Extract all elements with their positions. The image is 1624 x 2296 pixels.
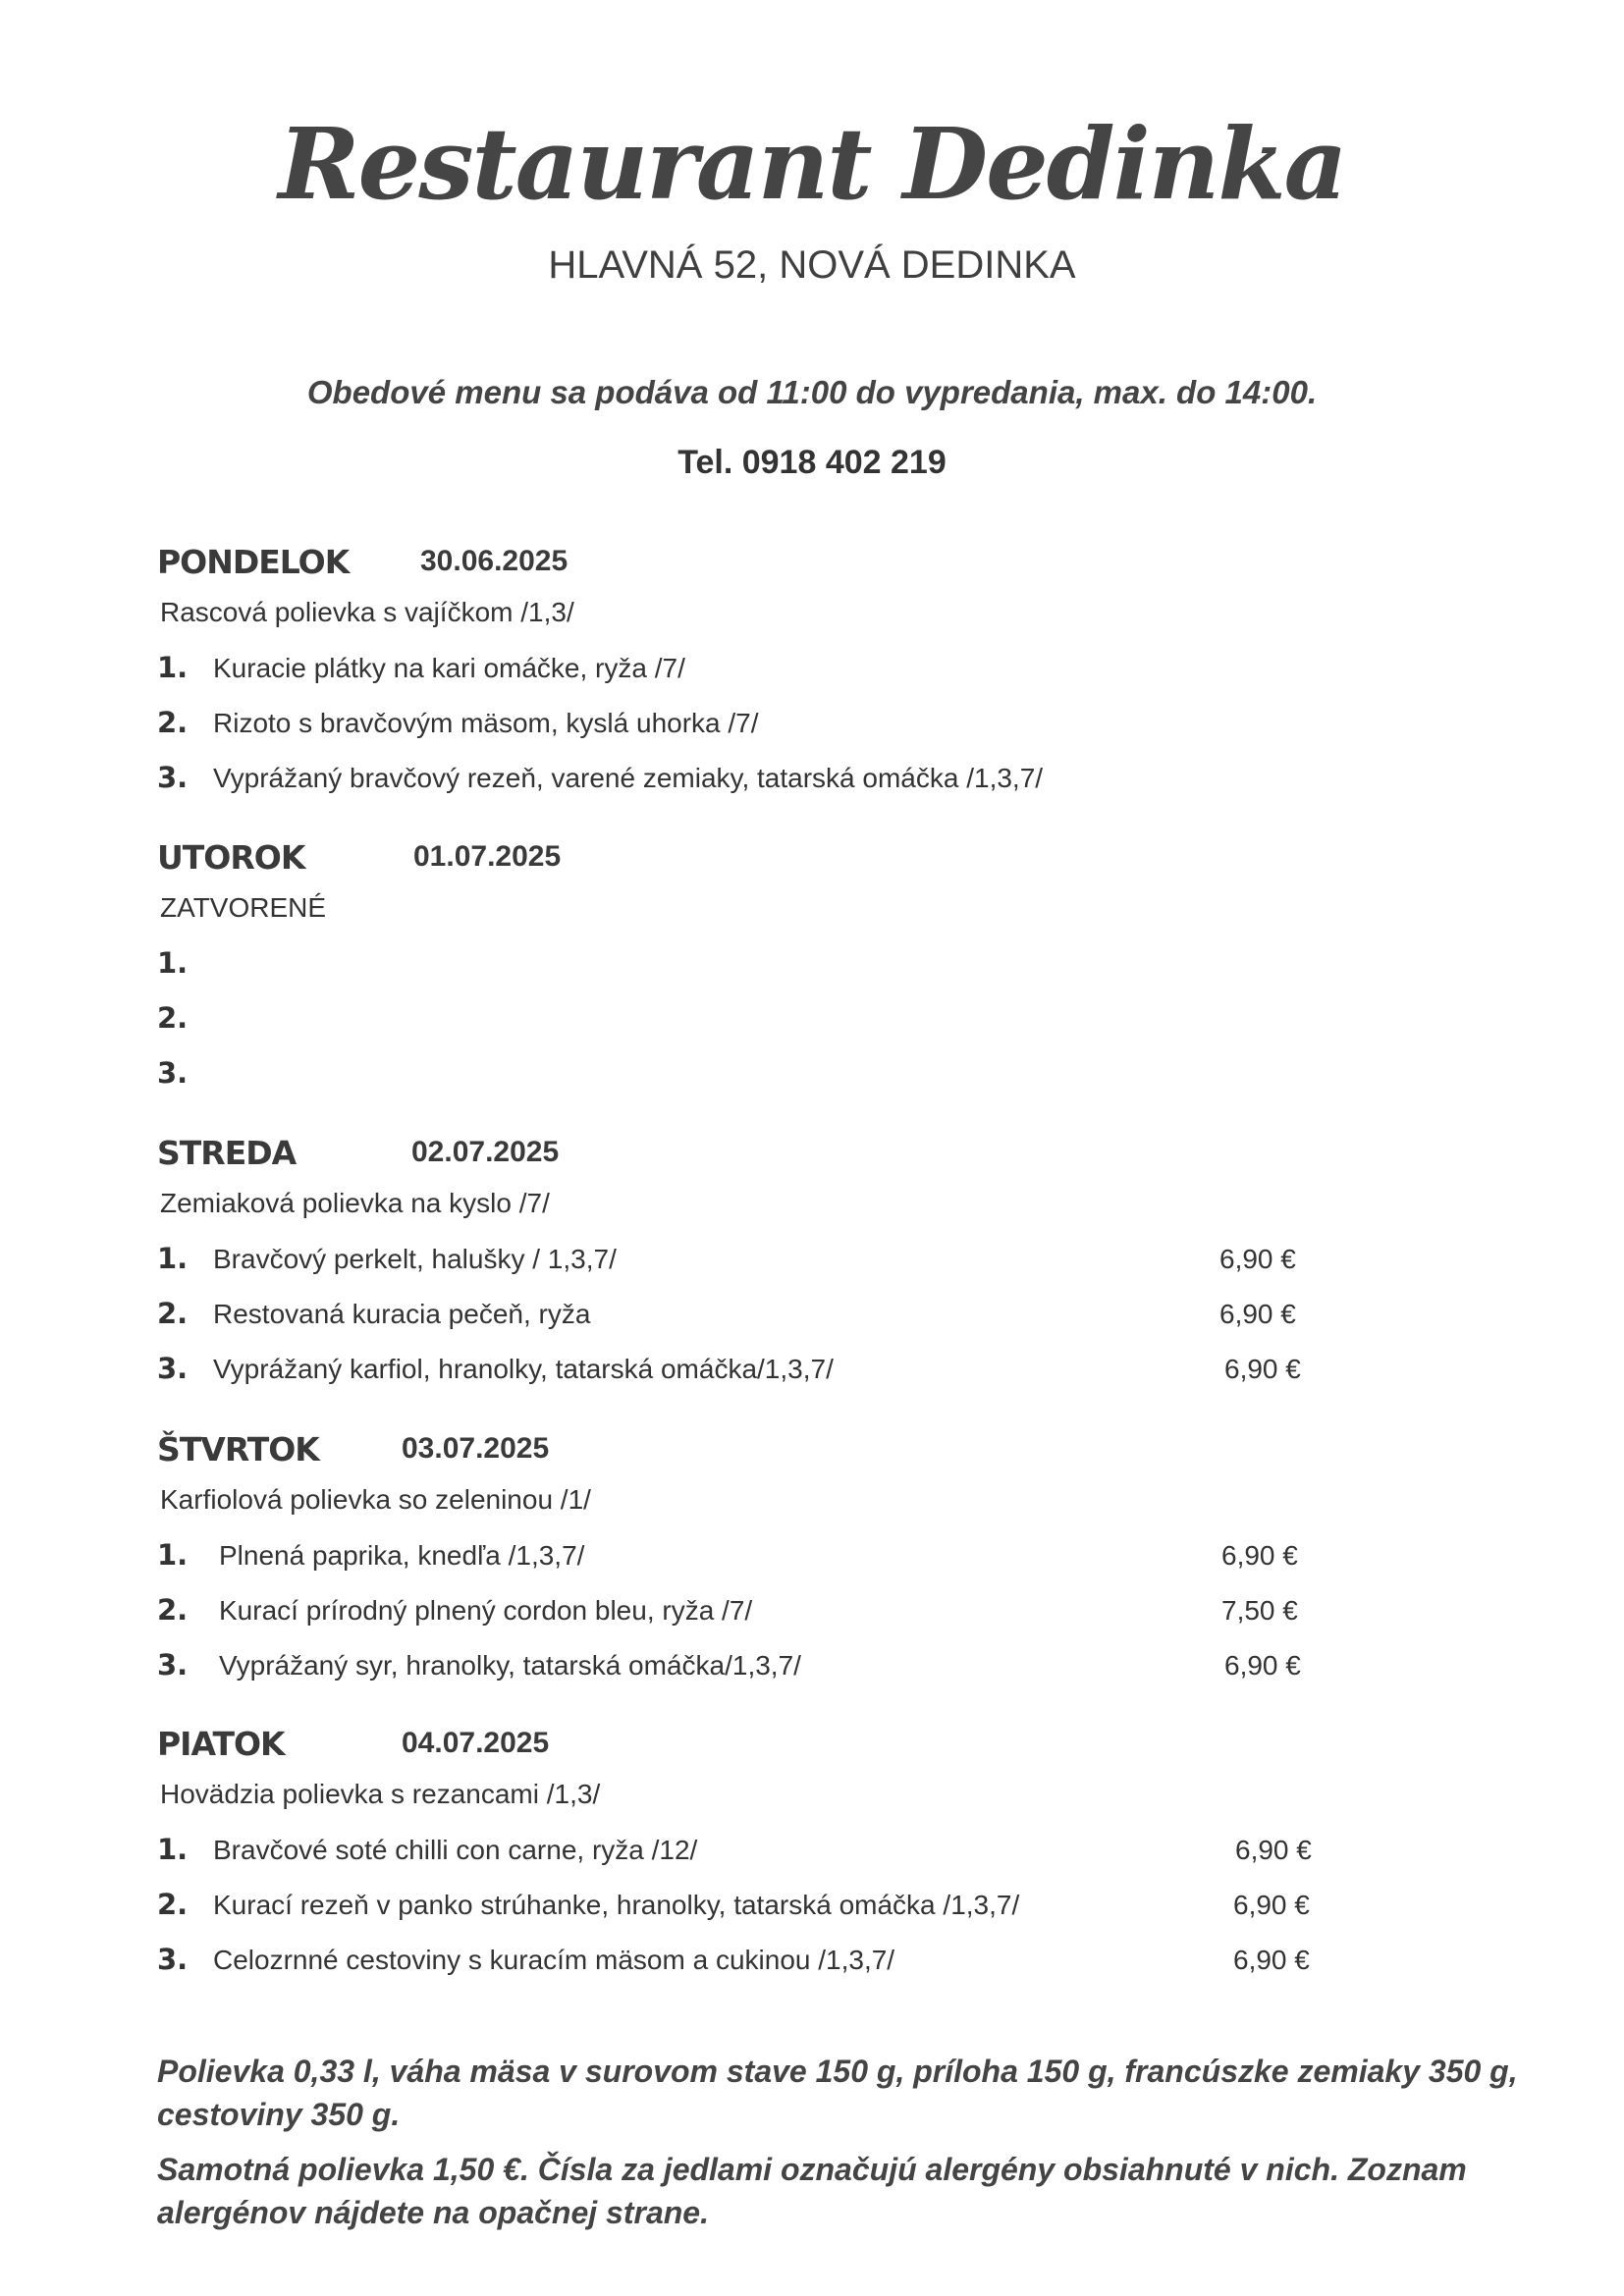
item-number: 3.: [157, 1943, 189, 1976]
item-dish: Plnená paprika, knedľa /1,3,7/: [219, 1540, 585, 1571]
item-number: 2.: [157, 1297, 189, 1330]
item-price: 6,90 €: [1235, 1835, 1312, 1865]
item-dish: Kurací prírodný plnený cordon bleu, ryža /7/: [219, 1595, 753, 1626]
menu-item: [157, 1833, 1335, 1872]
day-date: 04.07.2025: [402, 1727, 550, 1759]
soup-of-day: Hovädzia polievka s rezancami /1,3/: [160, 1779, 601, 1809]
item-dish: Rizoto s bravčovým mäsom, kyslá uhorka /7/: [213, 708, 759, 738]
item-number: 3.: [157, 761, 189, 794]
menu-item: [157, 946, 1335, 986]
day-wednesday: [157, 1134, 1335, 1428]
menu-item: [157, 1056, 1335, 1095]
item-price: 6,90 €: [1221, 1540, 1298, 1571]
menu-item: [157, 1001, 1335, 1041]
day-name: ŠTVRTOK: [157, 1430, 319, 1468]
item-number: 2.: [157, 706, 189, 739]
day-date: 01.07.2025: [413, 840, 562, 873]
item-dish: Kurací rezeň v panko strúhanke, hranolky, tatarská omáčka /1,3,7/: [213, 1890, 1020, 1920]
item-dish: Bravčové soté chilli con carne, ryža /12/: [213, 1835, 698, 1865]
menu-item: [157, 1888, 1335, 1927]
day-date: 30.06.2025: [420, 545, 568, 577]
item-dish: Vyprážaný bravčový rezeň, varené zemiaky, tatarská omáčka /1,3,7/: [213, 763, 1044, 793]
menu-item: [157, 761, 1335, 800]
item-price: 6,90 €: [1224, 1354, 1301, 1384]
item-price: 6,90 €: [1219, 1299, 1296, 1329]
soup-of-day: ZATVORENÉ: [160, 892, 327, 923]
item-number: 1.: [157, 1833, 189, 1866]
day-tuesday: [157, 838, 1335, 1133]
menu-item: [157, 706, 1335, 745]
serving-hours: Obedové menu sa podáva od 11:00 do vypredania, max. do 14:00.: [306, 374, 1318, 410]
day-thursday: [157, 1430, 1335, 1725]
item-number: 1.: [157, 1538, 189, 1572]
day-name: STREDA: [157, 1134, 297, 1172]
day-date: 03.07.2025: [402, 1432, 550, 1465]
item-number: 1.: [157, 651, 189, 684]
day-name: PIATOK: [157, 1725, 285, 1763]
item-price: 6,90 €: [1224, 1650, 1301, 1681]
restaurant-title: Restaurant Dedinka: [278, 106, 1346, 222]
day-name: PONDELOK: [157, 543, 350, 581]
menu-item: [157, 651, 1335, 690]
item-price: 6,90 €: [1233, 1945, 1310, 1975]
soup-of-day: Karfiolová polievka so zeleninou /1/: [160, 1484, 591, 1515]
item-number: 2.: [157, 1888, 189, 1921]
day-monday: [157, 543, 1335, 837]
menu-item: [157, 1352, 1335, 1391]
menu-item: [157, 1242, 1335, 1281]
allergen-info: Samotná polievka 1,50 €. Čísla za jedlami označujú alergény obsiahnuté v nich. Zoznam alergénov nájdete na opačnej strane.: [157, 2152, 1467, 2230]
menu-item: [157, 1297, 1335, 1336]
item-price: 6,90 €: [1233, 1890, 1310, 1920]
soup-of-day: Zemiaková polievka na kyslo /7/: [160, 1188, 550, 1218]
menu-item: [157, 1943, 1335, 1982]
day-date: 02.07.2025: [411, 1136, 560, 1168]
item-dish: Kuracie plátky na kari omáčke, ryža /7/: [213, 653, 685, 683]
soup-of-day: Rascová polievka s vajíčkom /1,3/: [160, 597, 574, 627]
item-number: 1.: [157, 946, 189, 980]
item-dish: Restovaná kuracia pečeň, ryža: [213, 1299, 591, 1329]
item-dish: Vyprážaný syr, hranolky, tatarská omáčka/1,3,7/: [219, 1650, 801, 1681]
restaurant-address: HLAVNÁ 52, NOVÁ DEDINKA: [548, 243, 1076, 287]
item-number: 3.: [157, 1648, 189, 1682]
item-dish: Vyprážaný karfiol, hranolky, tatarská omáčka/1,3,7/: [213, 1354, 834, 1384]
item-number: 3.: [157, 1352, 189, 1385]
item-number: 2.: [157, 1593, 189, 1627]
item-number: 1.: [157, 1242, 189, 1275]
menu-item: [157, 1538, 1335, 1577]
item-number: 3.: [157, 1056, 189, 1090]
day-name: UTOROK: [157, 838, 305, 877]
menu-item: [157, 1593, 1335, 1632]
portion-info: Polievka 0,33 l, váha mäsa v surovom stave 150 g, príloha 150 g, francúszke zemiaky 350 g, cestoviny 350 g.: [157, 2054, 1518, 2132]
item-price: 6,90 €: [1219, 1244, 1296, 1274]
item-number: 2.: [157, 1001, 189, 1035]
item-dish: Bravčový perkelt, halušky / 1,3,7/: [213, 1244, 617, 1274]
item-price: 7,50 €: [1221, 1595, 1298, 1626]
phone-number: Tel. 0918 402 219: [677, 444, 947, 481]
item-dish: Celozrnné cestoviny s kuracím mäsom a cukinou /1,3,7/: [213, 1945, 895, 1975]
menu-item: [157, 1648, 1335, 1687]
day-friday: [157, 1725, 1335, 2019]
